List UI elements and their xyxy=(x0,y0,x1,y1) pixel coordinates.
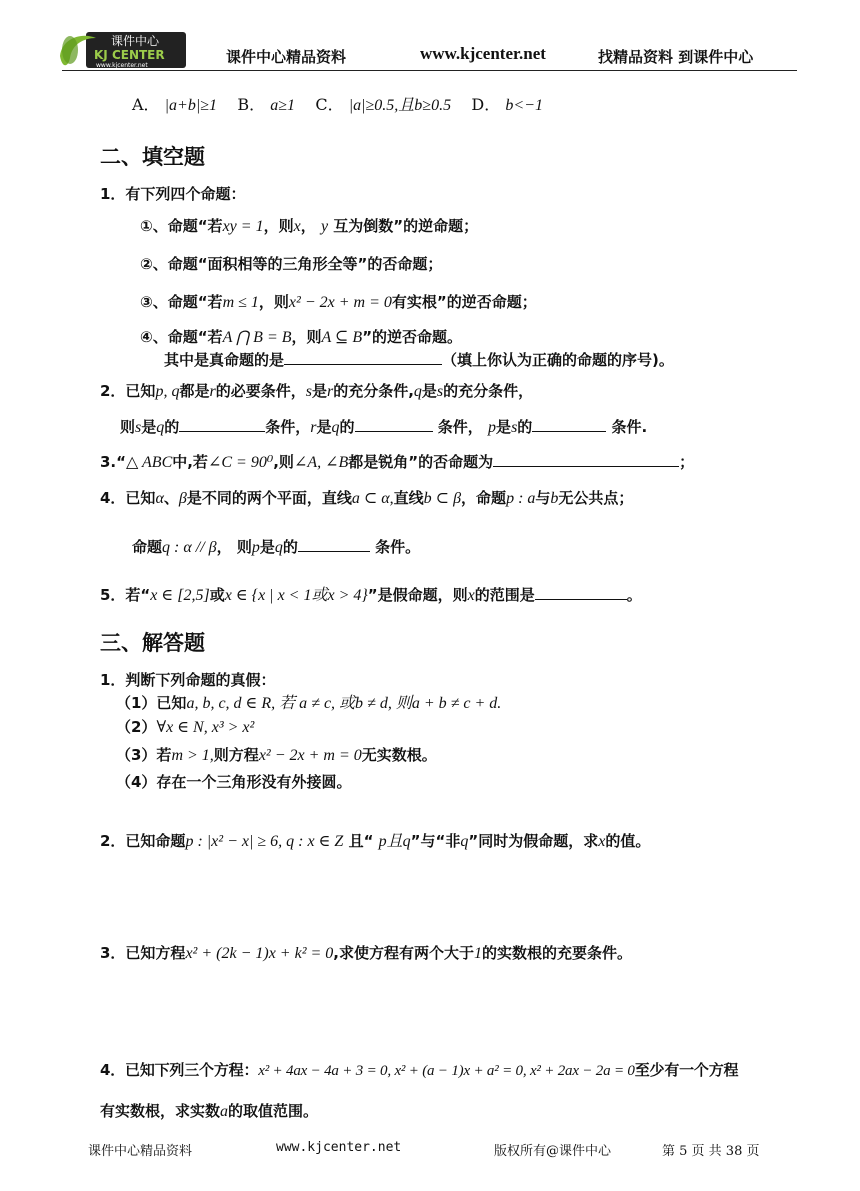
header-left-text: 课件中心精品资料 xyxy=(226,48,347,66)
s3-q1-sub1: （1）已知a, b, c, d ∈ R, 若 a ≠ c, 或b ≠ d, 则a + b ≠ c + d. xyxy=(116,694,502,712)
s3-q1-sub4: （4）存在一个三角形没有外接圆。 xyxy=(116,773,352,791)
kjcenter-logo xyxy=(56,28,188,74)
s3-q2: 2．已知命题p : |x² − x| ≥ 6, q : x ∈ Z 且“ p且q”与“非q”同时为假命题，求x的值。 xyxy=(100,832,651,850)
footer-website: www.kjcenter.net xyxy=(276,1140,402,1155)
s3-q1-sub2: （2）∀x ∈ N, x³ > x² xyxy=(116,718,255,736)
section-title-answer: 三、解答题 xyxy=(100,631,205,655)
footer-copyright: 版权所有@课件中心 xyxy=(494,1144,612,1159)
option-b-label: B． xyxy=(237,95,266,114)
s2-q1-item2: ②、命题“面积相等的三角形全等”的否命题； xyxy=(140,255,443,273)
s2-q4-line1: 4．已知α、β是不同的两个平面，直线a ⊂ α,直线b ⊂ β，命题p : a与b无公共点； xyxy=(100,489,634,507)
header-divider xyxy=(62,70,797,71)
answer-blank[interactable] xyxy=(284,350,442,365)
footer-left: 课件中心精品资料 xyxy=(88,1144,193,1159)
s3-q4-line2: 有实数根，求实数a的取值范围。 xyxy=(100,1102,319,1120)
blank-r-q[interactable] xyxy=(355,417,433,432)
s2-q1-answer: 其中是真命题的是 （填上你认为正确的命题的序号)。 xyxy=(164,351,674,369)
option-a-expr: |a+b|≥1 xyxy=(164,97,218,114)
header-right-text: 找精品资料 到课件中心 xyxy=(598,48,754,66)
blank-p-q[interactable] xyxy=(298,537,370,552)
option-d-label: D． xyxy=(471,95,501,114)
logo-text-en: KJ CENTER xyxy=(94,48,165,62)
blank-p-s[interactable] xyxy=(532,417,606,432)
s3-q1-stem: 1．判断下列命题的真假： xyxy=(100,671,276,689)
s2-q1-item4: ④、命题“若A ⋂ B = B，则A ⊆ B”的逆否命题。 xyxy=(140,328,463,346)
s2-q1-item1: ①、命题“若xy = 1，则x， y 互为倒数”的逆命题； xyxy=(140,217,479,235)
s2-q2-line2: 则s是q的 条件，r是q的 条件， p是s的 条件. xyxy=(120,418,648,436)
blank-range[interactable] xyxy=(535,585,627,600)
footer-page-number: 第 5 页 共 38 页 xyxy=(662,1144,760,1159)
option-b-expr: a≥1 xyxy=(270,97,296,114)
option-a-label: A． xyxy=(132,95,160,114)
choice-options xyxy=(132,92,543,115)
option-d-expr: b<−1 xyxy=(505,97,543,114)
s2-q1-item3: ③、命题“若m ≤ 1，则x² − 2x + m = 0有实根”的逆否命题； xyxy=(140,293,537,311)
logo-text-cn: 课件中心 xyxy=(111,34,160,48)
logo-url: www.kjcenter.net xyxy=(96,62,148,69)
option-c-label: C． xyxy=(315,95,344,114)
s3-q4-line1: 4．已知下列三个方程：x² + 4ax − 4a + 3 = 0, x² + (a − 1)x + a² = 0, x² + 2ax − 2a = 0至少有一个方程 xyxy=(100,1061,739,1079)
s2-q3: 3.“△ ABC中,若∠C = 90⁰,则∠A, ∠B都是锐角”的否命题为 ； xyxy=(100,453,695,471)
s3-q3: 3．已知方程x² + (2k − 1)x + k² = 0,求使方程有两个大于1的实数根的充要条件。 xyxy=(100,944,633,962)
s3-q1-sub3: （3）若m > 1,则方程x² − 2x + m = 0无实数根。 xyxy=(116,746,437,764)
blank-negation[interactable] xyxy=(493,452,679,467)
section-title-fill-in: 二、填空题 xyxy=(100,145,205,169)
option-c-expr: |a|≥0.5,且b≥0.5 xyxy=(348,97,452,114)
s2-q4-line2: 命题q : α // β， 则p是q的 条件。 xyxy=(132,538,421,556)
s2-q1-stem: 1．有下列四个命题： xyxy=(100,185,246,203)
blank-s-q[interactable] xyxy=(179,417,265,432)
s2-q5: 5．若“x ∈ [2,5]或x ∈ {x | x < 1或x > 4}”是假命题，则x的范围是 。 xyxy=(100,586,642,604)
header-website: www.kjcenter.net xyxy=(420,44,546,63)
s2-q2-line1: 2．已知p, q都是r的必要条件，s是r的充分条件,q是s的充分条件， xyxy=(100,382,534,400)
